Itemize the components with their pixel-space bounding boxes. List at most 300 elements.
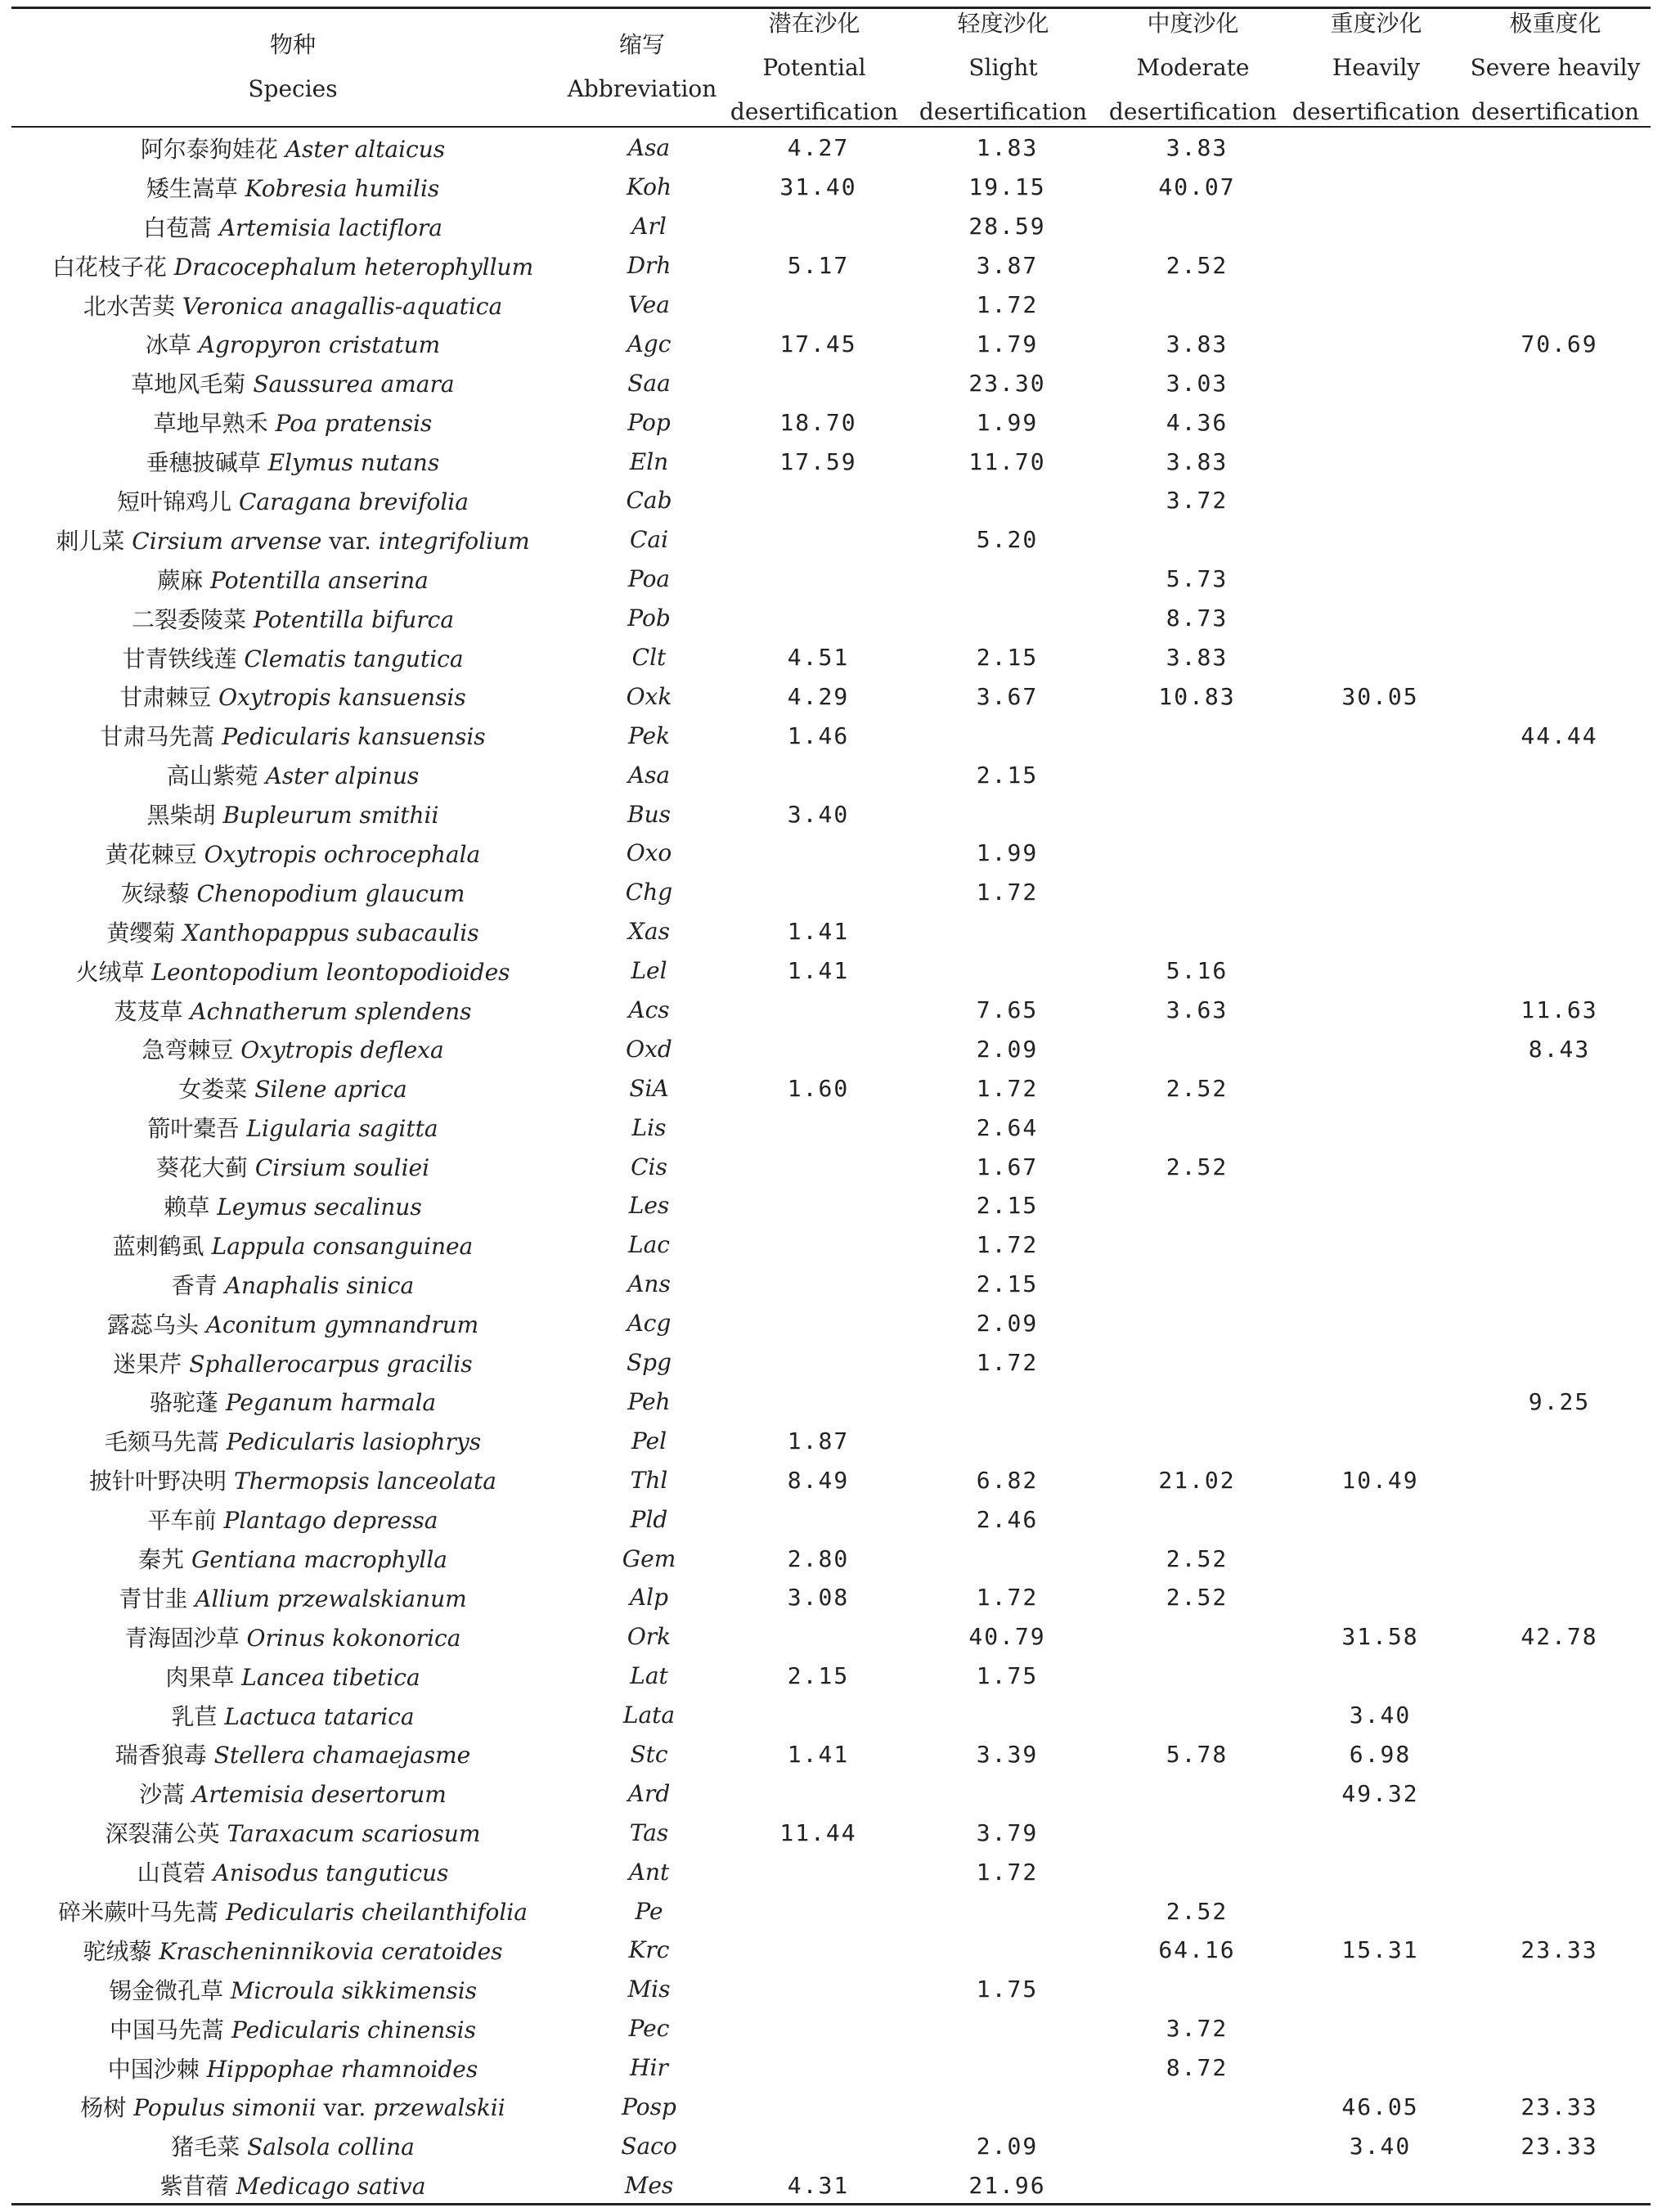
moderate-value-cell: 3.72 <box>1166 487 1229 515</box>
species-chinese-name: 中国马先蒿 <box>110 2016 225 2043</box>
table-row <box>11 1657 1651 1696</box>
species-chinese-name: 白苞蒿 <box>143 214 213 241</box>
potential-value-cell <box>724 1499 913 1539</box>
moderate-value-cell <box>1102 1970 1292 2009</box>
table-row <box>11 1265 1651 1304</box>
species-latin-name: Dracocephalum heterophyllum <box>173 253 534 281</box>
species-cell <box>11 1931 574 1970</box>
species-latin-name: Leontopodium leontopodioides <box>151 958 510 986</box>
species-cell <box>11 1225 574 1265</box>
heavily-value-cell <box>1292 246 1468 285</box>
potential-value-cell <box>724 2088 913 2127</box>
header-abbr-zh: 缩写 <box>618 31 665 58</box>
abbreviation-cell: Lata <box>622 1702 676 1729</box>
heavily-value-cell <box>1292 481 1468 520</box>
species-cell <box>11 1460 574 1499</box>
potential-value-cell <box>724 834 913 873</box>
table-row <box>11 1499 1651 1539</box>
table-row <box>11 1382 1651 1422</box>
species-latin-name: Clematis tangutica <box>244 645 464 672</box>
potential-value-cell: 1.41 <box>787 918 850 946</box>
species-latin-name: Pedicularis kansuensis <box>222 723 486 751</box>
species-chinese-name: 黑柴胡 <box>146 802 216 830</box>
potential-value-cell <box>724 1970 913 2009</box>
moderate-value-cell <box>1102 1304 1292 1343</box>
moderate-value-cell <box>1102 1108 1292 1147</box>
header-potential <box>720 2 909 134</box>
severe-value-cell <box>1468 1774 1651 1813</box>
potential-value-cell <box>724 599 913 638</box>
table-row <box>11 363 1651 402</box>
abbreviation-cell: Mes <box>624 2171 674 2199</box>
potential-value-cell <box>724 481 913 520</box>
species-chinese-name: 山莨菪 <box>137 1859 206 1887</box>
abbreviation-cell: Agc <box>627 330 672 357</box>
species-cell <box>11 873 574 912</box>
species-latin-name: Oxytropis deflexa <box>240 1036 444 1064</box>
potential-value-cell <box>724 363 913 402</box>
heavily-value-cell <box>1292 912 1468 951</box>
abbreviation-cell: Lel <box>631 957 667 985</box>
species-chinese-name: 草地早熟禾 <box>153 410 268 438</box>
abbreviation-cell: Gem <box>622 1544 676 1572</box>
heavily-value-cell <box>1292 1343 1468 1382</box>
species-latin-name: Pedicularis cheilanthifolia <box>225 1899 528 1927</box>
heavily-value-cell: 31.58 <box>1341 1623 1419 1651</box>
potential-value-cell: 4.31 <box>787 2171 850 2199</box>
severe-value-cell: 44.44 <box>1521 722 1598 749</box>
heavily-value-cell <box>1292 755 1468 794</box>
moderate-value-cell <box>1102 1029 1292 1068</box>
species-cell <box>11 912 574 951</box>
slight-value-cell <box>913 2088 1102 2127</box>
abbreviation-cell: Arl <box>631 213 667 241</box>
species-cell <box>11 1265 574 1304</box>
heavily-value-cell <box>1292 1539 1468 1578</box>
severe-value-cell: 23.33 <box>1521 2093 1598 2120</box>
table-row <box>11 638 1651 677</box>
header-slight <box>909 2 1098 134</box>
species-latin-name: Krascheninnikovia ceratoides <box>159 1937 503 1965</box>
severe-value-cell <box>1468 1539 1651 1578</box>
abbreviation-cell: Spg <box>626 1349 672 1377</box>
abbreviation-cell: Pek <box>627 722 671 749</box>
table-row <box>11 520 1651 560</box>
species-latin-name: Lappula consanguinea <box>211 1232 474 1260</box>
severe-value-cell: 11.63 <box>1521 996 1598 1024</box>
species-chinese-name: 阿尔泰狗娃花 <box>140 135 278 163</box>
table-row <box>11 1029 1651 1068</box>
abbreviation-cell: Vea <box>628 291 670 318</box>
species-cell <box>11 207 574 246</box>
potential-value-cell <box>724 2126 913 2165</box>
severe-value-cell <box>1468 1265 1651 1304</box>
table-row <box>11 2009 1651 2048</box>
species-cell <box>11 1696 574 1735</box>
severe-value-cell <box>1468 1343 1651 1382</box>
species-chinese-name: 赖草 <box>164 1193 210 1221</box>
slight-value-cell: 40.79 <box>968 1623 1046 1651</box>
abbreviation-cell: Ans <box>627 1270 671 1298</box>
moderate-value-cell: 3.03 <box>1166 369 1229 397</box>
species-latin-name: Stellera chamaejasme <box>213 1742 471 1769</box>
moderate-value-cell: 40.07 <box>1158 173 1236 201</box>
slight-value-cell: 1.75 <box>976 1976 1039 2003</box>
species-cell <box>11 1970 574 2009</box>
moderate-value-cell <box>1102 794 1292 834</box>
slight-value-cell: 28.59 <box>968 213 1046 241</box>
header-moderate <box>1098 2 1288 134</box>
species-chinese-name: 毛颏马先蒿 <box>104 1428 219 1456</box>
species-chinese-name: 瑞香狼毒 <box>115 1742 207 1769</box>
slight-value-cell: 6.82 <box>976 1466 1039 1494</box>
slight-value-cell: 1.72 <box>976 1858 1039 1886</box>
slight-value-cell: 2.15 <box>976 761 1039 789</box>
moderate-value-cell <box>1102 1813 1292 1852</box>
moderate-value-cell <box>1102 1225 1292 1265</box>
species-latin-name: Achnatherum splendens <box>190 997 472 1025</box>
species-chinese-name: 秦艽 <box>138 1546 185 1573</box>
table-row <box>11 1696 1651 1735</box>
abbreviation-cell: Xas <box>628 918 670 946</box>
species-cell <box>11 991 574 1030</box>
potential-value-cell <box>724 1931 913 1970</box>
header-col-en1: Slight <box>968 54 1038 81</box>
table-row <box>11 951 1651 991</box>
moderate-value-cell: 3.83 <box>1166 134 1229 162</box>
species-chinese-name: 杨树 <box>80 2094 127 2122</box>
table-row <box>11 2088 1651 2127</box>
abbreviation-cell: Asa <box>627 761 671 789</box>
heavily-value-cell <box>1292 1108 1468 1147</box>
severe-value-cell <box>1468 873 1651 912</box>
slight-value-cell: 23.30 <box>968 369 1046 397</box>
table-row <box>11 402 1651 442</box>
moderate-value-cell: 2.52 <box>1166 1897 1229 1925</box>
moderate-value-cell: 4.36 <box>1166 408 1229 436</box>
species-cell <box>11 1343 574 1382</box>
slight-value-cell: 1.67 <box>976 1153 1039 1180</box>
moderate-value-cell: 10.83 <box>1158 682 1236 710</box>
moderate-value-cell: 5.73 <box>1166 565 1229 593</box>
header-col-en1: Moderate <box>1136 54 1250 81</box>
species-chinese-name: 高山紫菀 <box>166 762 258 790</box>
table-bottom-rule <box>11 2203 1651 2205</box>
heavily-value-cell <box>1292 285 1468 325</box>
moderate-value-cell <box>1102 1774 1292 1813</box>
moderate-value-cell: 21.02 <box>1158 1466 1236 1494</box>
potential-value-cell <box>724 1343 913 1382</box>
table-row <box>11 1813 1651 1852</box>
species-latin-name: Aconitum gymnandrum <box>205 1311 479 1338</box>
slight-value-cell: 2.09 <box>976 1310 1039 1338</box>
moderate-value-cell <box>1102 1617 1292 1657</box>
abbreviation-cell: Pld <box>630 1505 668 1533</box>
severe-value-cell <box>1468 128 1651 168</box>
severe-value-cell <box>1468 755 1651 794</box>
species-latin-name: Artemisia lactiflora <box>218 214 442 241</box>
severe-value-cell: 70.69 <box>1521 330 1598 357</box>
header-species-zh: 物种 <box>269 31 316 58</box>
severe-value-cell <box>1468 794 1651 834</box>
abbreviation-cell: Cis <box>631 1153 667 1180</box>
species-cell <box>11 481 574 520</box>
potential-value-cell <box>724 207 913 246</box>
species-chinese-name: 露蕊乌头 <box>106 1311 199 1338</box>
abbreviation-cell: Hir <box>630 2054 668 2082</box>
abbreviation-cell: Alp <box>629 1584 669 1612</box>
species-chinese-name: 冰草 <box>145 331 191 359</box>
species-cell <box>11 1578 574 1617</box>
table-row <box>11 873 1651 912</box>
table-row <box>11 599 1651 638</box>
species-cell <box>11 1852 574 1891</box>
moderate-value-cell: 3.83 <box>1166 447 1229 475</box>
severe-value-cell <box>1468 1970 1651 2009</box>
heavily-value-cell <box>1292 128 1468 168</box>
table-row <box>11 991 1651 1030</box>
species-latin-name: Aster altaicus <box>285 135 446 163</box>
table-row <box>11 1852 1651 1891</box>
species-chinese-name: 甘青铁线莲 <box>122 645 237 672</box>
potential-value-cell: 8.49 <box>787 1466 850 1494</box>
table-row <box>11 481 1651 520</box>
moderate-value-cell <box>1102 716 1292 755</box>
species-latin-name: Elymus nutans <box>267 449 440 477</box>
heavily-value-cell <box>1292 1657 1468 1696</box>
heavily-value-cell <box>1292 834 1468 873</box>
species-latin-name: Bupleurum smithii <box>222 802 439 830</box>
species-chinese-name: 短叶锦鸡儿 <box>117 488 232 515</box>
moderate-value-cell: 64.16 <box>1158 1936 1236 1964</box>
abbreviation-cell: Oxk <box>626 682 672 710</box>
heavily-value-cell <box>1292 991 1468 1030</box>
table-row <box>11 285 1651 325</box>
table-row <box>11 1931 1651 1970</box>
abbreviation-cell: Drh <box>627 252 672 280</box>
abbreviation-cell: Saco <box>621 2132 677 2160</box>
potential-value-cell: 1.41 <box>787 1740 850 1768</box>
potential-value-cell <box>724 1029 913 1068</box>
species-cell <box>11 520 574 560</box>
severe-value-cell <box>1468 1108 1651 1147</box>
moderate-value-cell: 3.63 <box>1166 996 1229 1024</box>
moderate-value-cell: 3.83 <box>1166 644 1229 672</box>
species-latin-name: Xanthopappus subacaulis <box>182 919 479 946</box>
species-chinese-name: 肉果草 <box>165 1663 235 1691</box>
header-col-en2: desertification <box>1108 98 1278 125</box>
moderate-value-cell: 2.52 <box>1166 1584 1229 1612</box>
table-row <box>11 324 1651 363</box>
moderate-value-cell: 2.52 <box>1166 1544 1229 1572</box>
slight-value-cell: 21.96 <box>968 2171 1046 2199</box>
heavily-value-cell <box>1292 1186 1468 1225</box>
slight-value-cell: 1.75 <box>976 1662 1039 1690</box>
abbreviation-cell: Pob <box>627 605 671 632</box>
header-species <box>11 23 574 111</box>
slight-value-cell <box>913 912 1102 951</box>
species-variety-name: przewalskii <box>373 2094 505 2122</box>
slight-value-cell: 2.09 <box>976 2132 1039 2160</box>
table-row <box>11 1460 1651 1499</box>
species-latin-name: Oxytropis kansuensis <box>218 684 466 712</box>
heavily-value-cell <box>1292 1891 1468 1931</box>
species-chinese-name: 二裂委陵菜 <box>131 605 246 633</box>
table-row <box>11 1225 1651 1265</box>
species-chinese-name: 猪毛菜 <box>171 2133 240 2161</box>
abbreviation-cell: Tas <box>629 1819 669 1846</box>
moderate-value-cell <box>1102 1421 1292 1460</box>
abbreviation-cell: Ant <box>628 1858 670 1886</box>
potential-value-cell: 4.29 <box>787 682 850 710</box>
species-latin-name: Salsola collina <box>247 2133 415 2161</box>
slight-value-cell <box>913 1696 1102 1735</box>
moderate-value-cell <box>1102 1343 1292 1382</box>
heavily-value-cell <box>1292 1578 1468 1617</box>
species-cell <box>11 128 574 168</box>
potential-value-cell <box>724 1852 913 1891</box>
species-cell <box>11 716 574 755</box>
potential-value-cell: 11.44 <box>779 1819 857 1846</box>
species-chinese-name: 草地风毛菊 <box>131 371 246 398</box>
table-row <box>11 1421 1651 1460</box>
severe-value-cell <box>1468 1225 1651 1265</box>
species-latin-name: Caragana brevifolia <box>239 488 469 515</box>
potential-value-cell <box>724 1108 913 1147</box>
abbreviation-cell: Cai <box>629 526 669 554</box>
severe-value-cell <box>1468 560 1651 599</box>
moderate-value-cell <box>1102 1186 1292 1225</box>
heavily-value-cell: 15.31 <box>1341 1936 1419 1964</box>
abbreviation-cell: Lac <box>628 1231 670 1259</box>
slight-value-cell: 1.72 <box>976 1349 1039 1377</box>
species-chinese-name: 黄花棘豆 <box>105 840 197 868</box>
potential-value-cell <box>724 1265 913 1304</box>
potential-value-cell: 3.40 <box>787 800 850 828</box>
abbreviation-cell: Peh <box>627 1387 671 1415</box>
abbreviation-cell: Koh <box>626 173 672 201</box>
heavily-value-cell <box>1292 1147 1468 1186</box>
severe-value-cell <box>1468 1499 1651 1539</box>
abbreviation-cell: Thl <box>630 1466 668 1494</box>
heavily-value-cell <box>1292 520 1468 560</box>
header-col-en1: Severe heavily <box>1470 54 1641 81</box>
slight-value-cell: 3.39 <box>976 1740 1039 1768</box>
severe-value-cell <box>1468 1068 1651 1108</box>
species-chinese-name: 箭叶橐吾 <box>147 1115 240 1143</box>
potential-value-cell: 4.51 <box>787 644 850 672</box>
slight-value-cell: 1.83 <box>976 134 1039 162</box>
potential-value-cell <box>724 755 913 794</box>
heavily-value-cell <box>1292 2009 1468 2048</box>
heavily-value-cell <box>1292 442 1468 481</box>
table-row <box>11 1735 1651 1774</box>
severe-value-cell <box>1468 442 1651 481</box>
species-cell <box>11 560 574 599</box>
species-cell <box>11 1891 574 1931</box>
species-cell <box>11 246 574 285</box>
species-chinese-name: 急弯棘豆 <box>141 1036 234 1064</box>
species-chinese-name: 中国沙棘 <box>107 2055 200 2083</box>
heavily-value-cell: 3.40 <box>1349 1702 1412 1729</box>
species-cell <box>11 442 574 481</box>
species-variety-marker: var. <box>316 2094 374 2122</box>
severe-value-cell: 8.43 <box>1528 1035 1591 1063</box>
species-cell <box>11 1108 574 1147</box>
severe-value-cell <box>1468 599 1651 638</box>
species-latin-name: Potentilla anserina <box>210 566 429 594</box>
table-row <box>11 246 1651 285</box>
table-row <box>11 2126 1651 2165</box>
heavily-value-cell: 46.05 <box>1341 2093 1419 2120</box>
abbreviation-cell: Bus <box>627 800 671 828</box>
moderate-value-cell <box>1102 1499 1292 1539</box>
table-row <box>11 2048 1651 2088</box>
severe-value-cell <box>1468 677 1651 716</box>
abbreviation-cell: Oxo <box>626 839 672 867</box>
species-latin-name: Anisodus tanguticus <box>213 1859 449 1887</box>
slight-value-cell <box>913 560 1102 599</box>
potential-value-cell <box>724 1617 913 1657</box>
heavily-value-cell <box>1292 168 1468 207</box>
species-latin-name: Aster alpinus <box>265 762 420 790</box>
species-latin-name: Pedicularis lasiophrys <box>226 1428 482 1456</box>
species-chinese-name: 白花枝子花 <box>52 253 167 281</box>
header-abbreviation <box>564 23 720 111</box>
species-latin-name: Gentiana macrophylla <box>191 1546 447 1573</box>
abbreviation-cell: Lat <box>630 1662 668 1690</box>
moderate-value-cell: 5.16 <box>1166 957 1229 985</box>
table-row <box>11 1304 1651 1343</box>
moderate-value-cell <box>1102 1852 1292 1891</box>
slight-value-cell <box>913 1382 1102 1422</box>
slight-value-cell: 1.99 <box>976 408 1039 436</box>
potential-value-cell <box>724 1774 913 1813</box>
severe-value-cell <box>1468 951 1651 991</box>
species-cell <box>11 755 574 794</box>
species-chinese-name: 披针叶野决明 <box>89 1468 227 1495</box>
species-chinese-name: 平车前 <box>147 1507 217 1535</box>
moderate-value-cell: 3.83 <box>1166 330 1229 357</box>
species-chinese-name: 锡金微孔草 <box>108 1976 223 2004</box>
abbreviation-cell: Pel <box>631 1427 667 1454</box>
abbreviation-cell: Acg <box>627 1310 672 1338</box>
severe-value-cell <box>1468 1304 1651 1343</box>
species-chinese-name: 垂穗披碱草 <box>146 449 261 477</box>
moderate-value-cell: 8.72 <box>1166 2054 1229 2082</box>
species-cell <box>11 402 574 442</box>
heavily-value-cell <box>1292 1852 1468 1891</box>
table-row <box>11 1578 1651 1617</box>
heavily-value-cell <box>1292 794 1468 834</box>
severe-value-cell <box>1468 1421 1651 1460</box>
heavily-value-cell: 49.32 <box>1341 1779 1419 1807</box>
heavily-value-cell: 6.98 <box>1349 1740 1412 1768</box>
potential-value-cell: 1.60 <box>787 1074 850 1102</box>
severe-value-cell <box>1468 481 1651 520</box>
species-latin-name: Populus simonii <box>133 2094 317 2122</box>
header-heavily <box>1288 2 1464 134</box>
abbreviation-cell: Ork <box>627 1623 672 1651</box>
heavily-value-cell <box>1292 873 1468 912</box>
severe-value-cell <box>1468 285 1651 325</box>
severe-value-cell <box>1468 168 1651 207</box>
potential-value-cell: 3.08 <box>787 1584 850 1612</box>
species-latin-name: Kobresia humilis <box>245 174 440 202</box>
species-latin-name: Cirsium arvense <box>132 527 322 555</box>
slight-value-cell: 3.79 <box>976 1819 1039 1846</box>
potential-value-cell: 1.87 <box>787 1427 850 1454</box>
